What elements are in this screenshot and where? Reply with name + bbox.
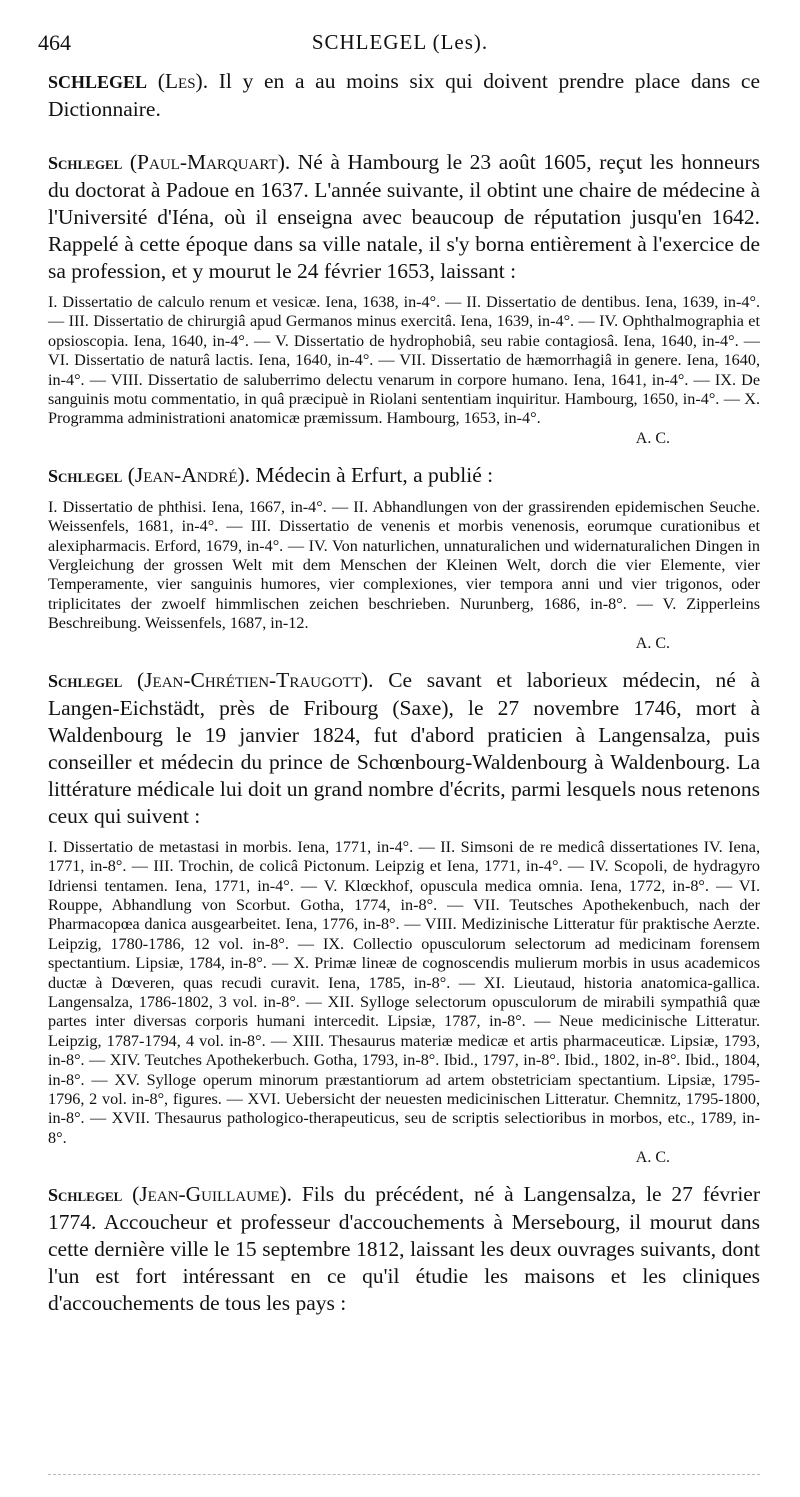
entry-given-name: (Les). (157, 69, 209, 93)
entry-jean-chretien-traugott (48, 667, 760, 830)
author-signature: A. C. (635, 429, 670, 447)
author-signature: A. C. (635, 1149, 670, 1167)
entry-given-name: (Jean-Chrétien-Traugott). (137, 667, 374, 692)
entry-name: Schlegel (48, 465, 123, 486)
entry-given-name: (Jean-Guillaume). (132, 1182, 293, 1207)
page-header (38, 30, 762, 60)
works-list: I. Dissertatio de calculo renum et vesicæ. Iena, 1638, in-4°. — II. Dissertatio de dentibus. Iena, 1639, in-4°. — III. Dissertatio de chirurgiâ apud Germanos minus exercitâ. Iena, 1639, in-4°. — IV. Ophthalmographia et opsioscopia. Iena, 1640, in-4°. — V. Dissertatio de hydrophobiâ, seu rabie contagiosâ. Iena, 1640, in-4°. — VI. Dissertatio de naturâ lactis. Iena, 1640, in-4°. — VII. Dissertatio de hæmorrhagiâ in genere. Iena, 1640, in-4°. — VIII. Dissertatio de saluberrimo delectu venarum in corpore humano. Iena, 1641, in-4°. — IX. De sanguinis motu commentatio, in quâ præcipuè in Riolani sententiam inquiritur. Hambourg, 1650, in-4°. — X. Programma administrationi anatomicæ præmissum. Hambourg, 1653, in-4°. (48, 293, 760, 428)
page-bottom-rule (48, 1474, 760, 1475)
entry-schlegel-les (48, 68, 760, 123)
entry-text: Médecin à Erfurt, a publié : (250, 462, 494, 487)
entry-given-name: (Paul-Marquart). (129, 150, 291, 174)
page-number: 464 (38, 30, 71, 55)
entry-text: Ce savant et laborieux médecin, né à Langen-Eichstädt, près de Fribourg (Saxe), le 27 novembre 1746, mort à Waldenbourg le 19 janvier 1824, fut d'abord praticien à Langensalza, puis conseiller et médecin du prince de Schœnbourg-Waldenbourg à Waldenbourg. La littérature médicale lui doit un grand nombre d'écrits, parmi lesquels nous retenons ceux qui suivent : (48, 667, 760, 828)
entry-text: Il y en a au moins six qui doivent prendre place dans ce Dictionnaire. (48, 69, 761, 121)
entry-paul-marquart (48, 149, 760, 285)
entry-name: Schlegel (48, 670, 123, 691)
entry-jean-guillaume (48, 1181, 760, 1317)
entry-name: Schlegel (48, 1185, 123, 1206)
entry-name: SCHLEGEL (48, 72, 148, 92)
running-head: SCHLEGEL (Les). (311, 30, 489, 54)
entry-given-name: (Jean-André). (127, 462, 251, 487)
works-list: I. Dissertatio de phthisi. Iena, 1667, in-4°. — II. Abhandlungen von der grassirenden epidemischen Seuche. Weissenfels, 1681, in-4°. — III. Dissertatio de venenis et morbis venenosis, eorumque curationibus et alexipharmacis. Erford, 1679, in-4°. — IV. Von naturlichen, unnaturalichen und widernaturalichen Dingen in Vergleichung der grossen Welt mit dem Menschen der Kleinen Welt, dorch die vier Elemente, vier Temperamente, vier sanguinis humores, vier complexiones, vier tempora anni und vier trigonos, oder triplicitates der zwoelf himmlischen zeichen beschrieben. Nurunberg, 1686, in-8°. — V. Zipperleins Beschreibung. Weissenfels, 1687, in-12. (48, 497, 760, 633)
entry-text: Né à Hambourg le 23 août 1605, reçut les honneurs du doctorat à Padoue en 1637. L'année suivante, il obtint une chaire de médecine à l'Université d'Iéna, où il enseigna avec beaucoup de réputation jusqu'en 1642. Rappelé à cette époque dans sa ville natale, il s'y borna entièrement à l'exercice de sa profession, et y mourut le 24 février 1653, laissant : (48, 150, 760, 283)
entry-jean-andre (48, 462, 760, 490)
page-body (48, 68, 760, 1317)
works-list: I. Dissertatio de metastasi in morbis. Iena, 1771, in-4°. — II. Simsoni de re medicâ dissertationes IV. Iena, 1771, in-8°. — III. Trochin, de colicâ Pictonum. Leipzig et Iena, 1771, in-4°. — IV. Scopoli, de hydragyro Idriensi tentamen. Iena, 1771, in-4°. — V. Klœckhof, opuscula medica omnia. Iena, 1772, in-8°. — VI. Rouppe, Abhandlung von Scorbut. Gotha, 1774, in-8°. — VII. Teutsches Apothekenbuch, nach der Pharmacopœa danica ausgearbeitet. Iena, 1776, in-8°. — VIII. Medizinische Litteratur für praktische Aerzte. Leipzig, 1780-1786, 12 vol. in-8°. — IX. Collectio opusculorum selectorum ad medicinam forensem spectantium. Lipsiæ, 1784, in-8°. — X. Primæ lineæ de cognoscendis mulierum morbis in usus academicos ductæ à Dœveren, quas recudi curavit. Iena, 1785, in-8°. — XI. Lieutaud, historia anatomica-gallica. Langensalza, 1786-1802, 3 vol. in-8°. — XII. Sylloge selectorum opusculorum de mirabili sympathiâ quæ partes inter diversas corporis humani intercedit. Lipsiæ, 1787, in-8°. — Neue medicinische Litteratur. Leipzig, 1787-1794, 4 vol. in-8°. — XIII. Thesaurus materiæ medicæ et artis pharmaceuticæ. Lipsiæ, 1793, in-8°. — XIV. Teutches Apothekerbuch. Gotha, 1793, in-8°. Ibid., 1797, in-8°. Ibid., 1802, in-8°. Ibid., 1804, in-8°. — XV. Sylloge operum minorum præstantiorum ad artem obstetriciam spectantium. Lipsiæ, 1795-1796, 2 vol. in-8°, figures. — XVI. Uebersicht der neuesten medicinischen Litteratur. Chemnitz, 1795-1800, in-8°. — XVII. Thesaurus pathologico-therapeuticus, seu de scriptis selectioribus in morbos, etc., 1789, in-8°. (48, 837, 760, 1147)
entry-name: Schlegel (48, 153, 123, 173)
author-signature: A. C. (635, 634, 670, 652)
entry-text: Fils du précédent, né à Langensalza, le 27 février 1774. Accoucheur et professeur d'accouchements à Mersebourg, il mourut dans cette dernière ville le 15 septembre 1812, laissant les deux ouvrages suivants, dont l'un est fort intéressant en ce qu'il étudie les maisons et les cliniques d'accouchements de tous les pays : (48, 1182, 760, 1316)
